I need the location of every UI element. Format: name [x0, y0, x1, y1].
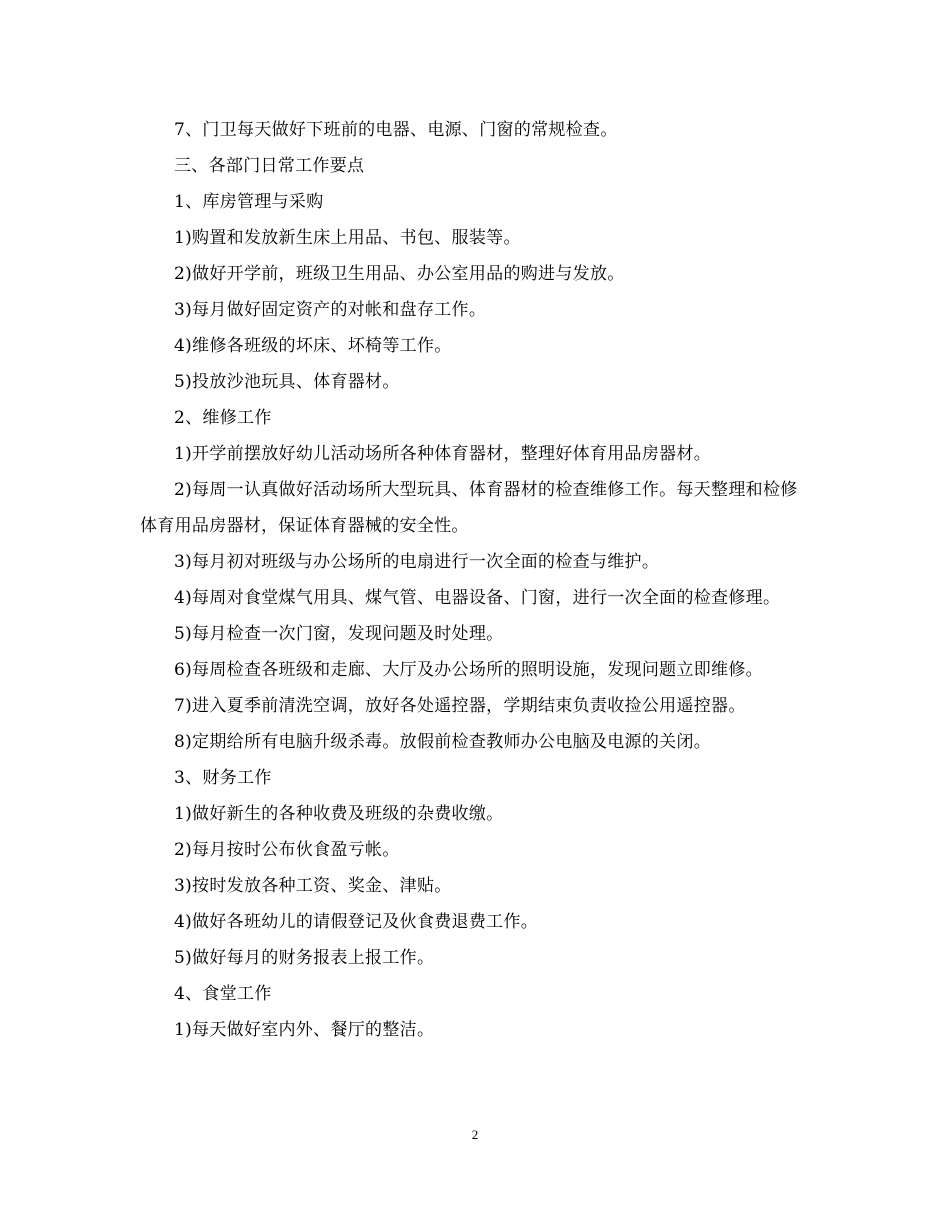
list-item: 3)每月初对班级与办公场所的电扇进行一次全面的检查与维护。	[174, 552, 660, 572]
list-item: 5)每月检查一次门窗，发现问题及时处理。	[174, 624, 504, 644]
list-item: 1)做好新生的各种收费及班级的杂费收缴。	[174, 804, 504, 824]
list-item: 5)投放沙池玩具、体育器材。	[174, 372, 400, 392]
subsection-heading-warehouse: 1、库房管理与采购	[174, 192, 324, 212]
list-item: 2)每周一认真做好活动场所大型玩具、体育器材的检查维修工作。每天整理和检修体育用品房器材，保证体育器械的安全性。	[140, 480, 798, 536]
list-item: 5)做好每月的财务报表上报工作。	[174, 948, 435, 968]
page-number: 2	[471, 1127, 479, 1142]
list-item: 2)做好开学前，班级卫生用品、办公室用品的购进与发放。	[174, 264, 625, 284]
list-item: 7)进入夏季前清洗空调，放好各处遥控器，学期结束负责收捡公用遥控器。	[174, 696, 746, 716]
list-item: 3)每月做好固定资产的对帐和盘存工作。	[174, 300, 487, 320]
list-item: 4)做好各班幼儿的请假登记及伙食费退费工作。	[174, 912, 539, 932]
list-item: 1)购置和发放新生床上用品、书包、服装等。	[174, 228, 521, 248]
list-item: 6)每周检查各班级和走廊、大厅及办公场所的照明设施，发现问题立即维修。	[174, 660, 763, 680]
list-item: 2)每月按时公布伙食盈亏帐。	[174, 840, 400, 860]
list-item: 3)按时发放各种工资、奖金、津贴。	[174, 876, 452, 896]
list-item: 4)维修各班级的坏床、坏椅等工作。	[174, 336, 452, 356]
subsection-heading-canteen: 4、食堂工作	[174, 984, 272, 1004]
subsection-heading-maintenance: 2、维修工作	[174, 408, 272, 428]
list-item: 8)定期给所有电脑升级杀毒。放假前检查教师办公电脑及电源的关闭。	[174, 732, 712, 752]
section-heading-daily-work: 三、各部门日常工作要点	[174, 156, 365, 176]
list-item: 4)每周对食堂煤气用具、煤气管、电器设备、门窗，进行一次全面的检查修理。	[174, 588, 781, 608]
paragraph-door-guard-check: 7、门卫每天做好下班前的电器、电源、门窗的常规检查。	[174, 120, 618, 140]
document-body	[140, 112, 812, 1048]
list-item: 1)每天做好室内外、餐厅的整洁。	[174, 1020, 435, 1040]
list-item: 1)开学前摆放好幼儿活动场所各种体育器材，整理好体育用品房器材。	[174, 444, 712, 464]
subsection-heading-finance: 3、财务工作	[174, 768, 272, 788]
